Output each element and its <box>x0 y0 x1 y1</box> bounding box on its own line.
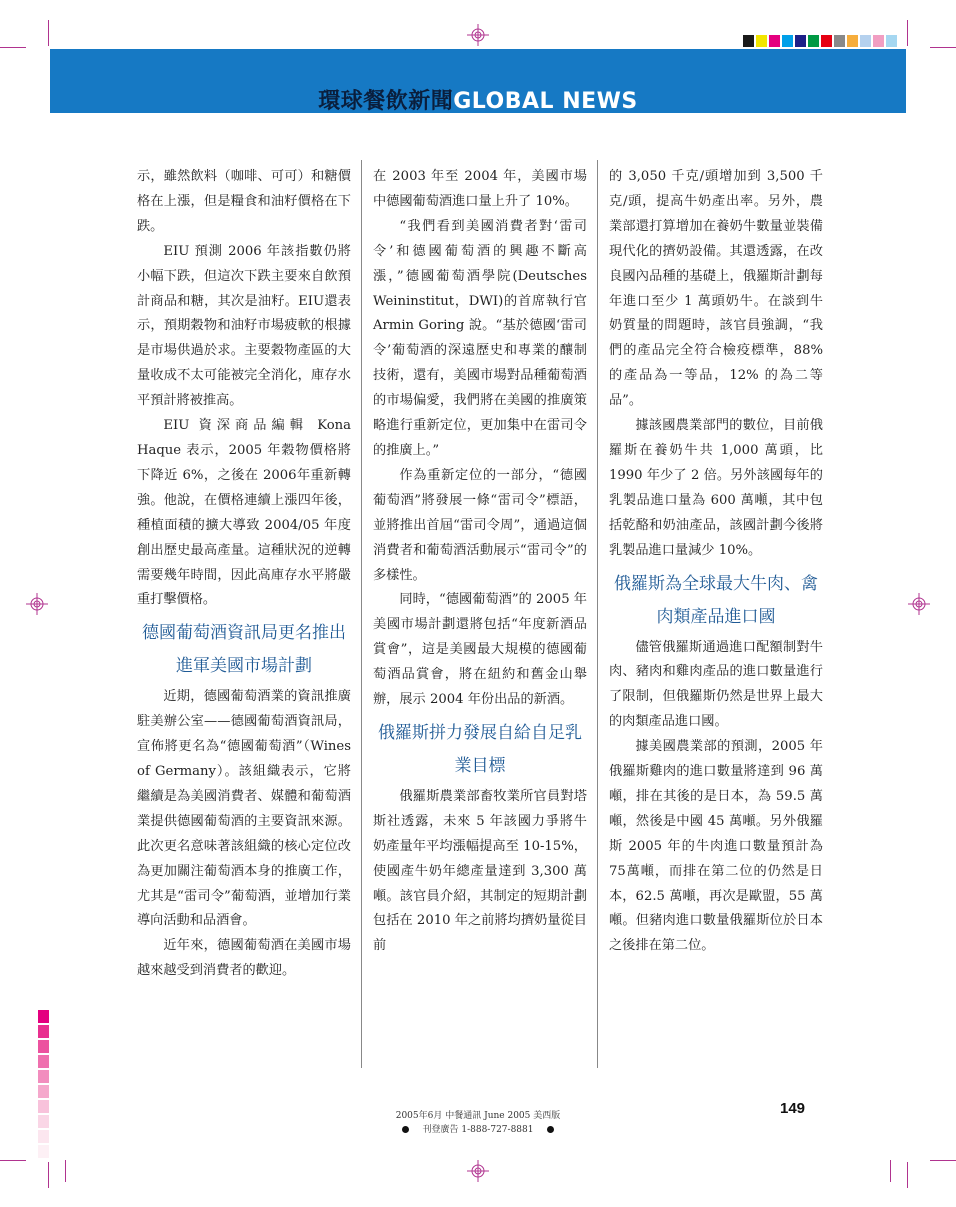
registration-mark-top <box>467 24 489 46</box>
color-swatch <box>834 35 845 47</box>
paragraph: EIU 資深商品編輯 Kona Haque 表示，2005 年穀物價格將下降近 6%，之後在 2006年重新轉強。他說，在價格連續上漲四年後，種植面積的擴大導致 2004/05 年度創出歷史最高產量。這種狀況的逆轉需要幾年時間，因此高庫存水平將嚴重打擊價格。 <box>137 418 351 608</box>
article-column-1 <box>137 165 351 984</box>
bullet-icon <box>547 1126 554 1133</box>
paragraph: 俄羅斯農業部畜牧業所官員對塔斯社透露，未來 5 年該國力爭將牛奶產量年平均漲幅提高至 10-15%，使國產牛奶年總產量達到 3,300 萬噸。該官員介紹，其制定的短期計劃包括在 2010 年之前將均擠奶量從目前 <box>373 788 587 954</box>
pink-swatch <box>38 1085 49 1098</box>
bullet-icon <box>402 1126 409 1133</box>
paragraph: 近期，德國葡萄酒業的資訊推廣駐美辦公室——德國葡萄酒資訊局，宣佈將更名為“德國葡萄酒”（Wines of Germany）。該組織表示，它將繼續是為美國消費者、媒體和葡萄酒業提供德國葡萄酒的主要資訊來源。此次更名意味著該組織的核心定位改為更加關注葡萄酒本身的推廣工作，尤其是“雷司令”葡萄酒，並增加行業導向活動和品酒會。 <box>137 689 351 929</box>
color-swatch <box>886 35 897 47</box>
column-divider-1 <box>361 160 362 1068</box>
registration-mark-left <box>26 593 48 615</box>
paragraph: 的 3,050 千克/頭增加到 3,500 千克/頭，提高牛奶產出率。另外，農業部還打算增加在養奶牛數量並裝備現代化的擠奶設備。其還透露，在改良國內品種的基礎上，俄羅斯計劃每年進口至少 1 萬頭奶牛。在談到牛奶質量的問題時，該官員強調，“我們的產品完全符合檢疫標準，88% 的產品為一等品，12% 的為二等品”。 <box>609 169 823 409</box>
color-swatch <box>756 35 767 47</box>
paragraph: 據該國農業部門的數位，目前俄羅斯在養奶牛共 1,000 萬頭，比 1990 年少了 2 倍。另外該國每年的乳製品進口量為 600 萬噸，其中包括乾酪和奶油產品，該國計劃今後將乳製品進口量減少 10%。 <box>609 418 823 558</box>
article-heading: 德國葡萄酒資訊局更名推出進軍美國市場計劃 <box>142 623 346 677</box>
pink-swatch <box>38 1055 49 1068</box>
color-swatch <box>795 35 806 47</box>
page-number: 149 <box>780 1100 806 1117</box>
color-swatch <box>743 35 754 47</box>
article-heading: 俄羅斯拼力發展自給自足乳業目標 <box>378 722 582 776</box>
color-swatch <box>873 35 884 47</box>
ad-line-text: 刊登廣告 1-888-727-8881 <box>422 1125 534 1135</box>
color-swatch <box>847 35 858 47</box>
registration-mark-right <box>908 593 930 615</box>
section-title <box>0 84 956 115</box>
color-swatch <box>769 35 780 47</box>
color-swatch <box>860 35 871 47</box>
color-swatch <box>821 35 832 47</box>
pink-swatch <box>38 1040 49 1053</box>
paragraph: 儘管俄羅斯通過進口配額制對牛肉、豬肉和雞肉產品的進口數量進行了限制，但俄羅斯仍然是世界上最大的肉類產品進口國。 <box>609 639 823 730</box>
paragraph: 同時，“德國葡萄酒”的 2005 年美國市場計劃還將包括“年度新酒品賞會”，這是美國最大規模的德國葡萄酒品賞會，將在紐約和舊金山舉辦，展示 2004 年份出品的新酒。 <box>373 592 587 708</box>
paragraph: EIU 預測 2006 年該指數仍將小幅下跌，但這次下跌主要來自飲預計商品和糖，其次是油籽。EIU還表示，預期穀物和油籽市場疲軟的根據是市場供過於求。主要穀物產區的大量收成不太可能被完全消化，庫存水平預計將被推高。 <box>137 243 351 409</box>
paragraph: 作為重新定位的一部分，“德國葡萄酒”將發展一條“雷司令”標語，並將推出首屆“雷司令周”，通過這個消費者和葡萄酒活動展示“雷司令”的多樣性。 <box>373 467 587 583</box>
color-calibration-bar <box>743 35 899 47</box>
paragraph: 據美國農業部的預測，2005 年俄羅斯雞肉的進口數量將達到 96 萬噸，排在其後的是日本，為 59.5 萬噸，然後是中國 45 萬噸。另外俄羅斯 2005 年的牛肉進口數量預計為 75萬噸，而排在第二位的仍然是日本，62.5 萬噸，再次是歐盟，55 萬噸。但豬肉進口數量俄羅斯位於日本之後排在第二位。 <box>609 739 823 954</box>
section-title-en: GLOBAL NEWS <box>453 89 638 114</box>
article-column-3 <box>609 165 823 959</box>
article-heading: 俄羅斯為全球最大牛肉、禽肉類產品進口國 <box>614 573 818 627</box>
color-swatch <box>782 35 793 47</box>
pink-swatch <box>38 1070 49 1083</box>
color-swatch <box>808 35 819 47</box>
registration-mark-bottom <box>467 1160 489 1182</box>
ad-line <box>0 1122 956 1135</box>
pink-swatch <box>38 1010 49 1023</box>
paragraph: “我們看到美國消費者對‘雷司令’和德國葡萄酒的興趣不斷高漲，”德國葡萄酒學院(Deutsches Weininstitut，DWI)的首席執行官 Armin Goring 說。“基於德國‘雷司令’葡萄酒的深遠歷史和專業的釀制技術，還有，美國市場對品種葡萄酒的市場偏愛，我們將在美國的推廣策略進行重新定位，更加集中在雷司令的推廣上。” <box>373 218 587 458</box>
section-title-cn: 環球餐飲新聞 <box>318 89 454 114</box>
column-divider-2 <box>597 160 598 1068</box>
article-column-2 <box>373 165 587 959</box>
pink-gradient-bar <box>38 1010 49 1160</box>
pink-swatch <box>38 1025 49 1038</box>
paragraph: 示，雖然飲料（咖啡、可可）和糖價格在上漲，但是糧食和油籽價格在下跌。 <box>137 169 351 234</box>
pink-swatch <box>38 1145 49 1158</box>
issue-line: 2005年6月 中餐通訊 June 2005 美西版 <box>395 1111 561 1121</box>
paragraph: 近年來，德國葡萄酒在美國市場越來越受到消費者的歡迎。 <box>137 938 351 979</box>
paragraph: 在 2003 年至 2004 年，美國市場中德國葡萄酒進口量上升了 10%。 <box>373 169 587 209</box>
